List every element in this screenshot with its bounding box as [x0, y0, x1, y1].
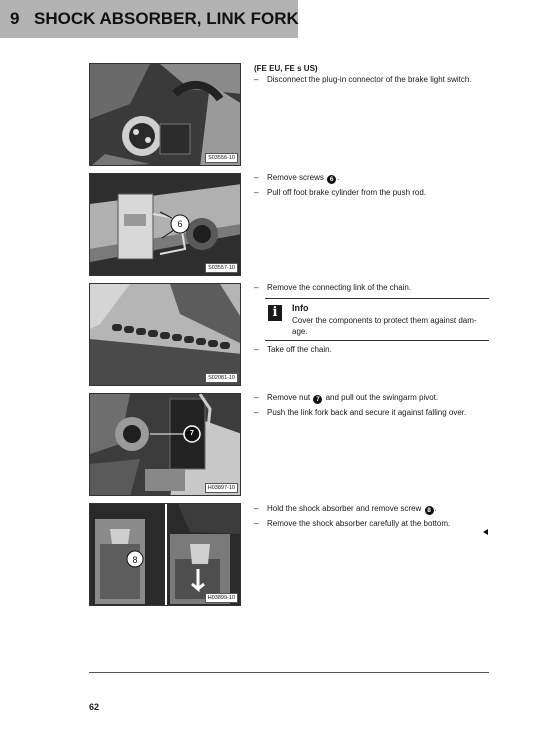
photo-brake-light-switch — [89, 63, 241, 166]
dash: – — [254, 188, 259, 197]
info-title: Info — [292, 303, 309, 313]
step-3-text-1: Remove the connecting link of the chain. — [267, 283, 412, 292]
step-1-text: Disconnect the plug-in connector of the brake light switch. — [267, 75, 472, 84]
image-code: H03897-10 — [205, 483, 238, 493]
image-code: H03899-10 — [205, 593, 238, 603]
step-4 — [254, 392, 494, 418]
chapter-title: SHOCK ABSORBER, LINK FORK — [34, 9, 299, 28]
callout-6-marker: 6 — [327, 175, 336, 184]
photo-chain-link — [89, 283, 241, 386]
step-5-text-b: . — [434, 504, 437, 513]
image-code: S02081-10 — [205, 373, 238, 383]
step-4-text-b: and pull out the swingarm pivot. — [325, 393, 439, 402]
step-3 — [254, 282, 494, 293]
image-code: S03557-10 — [205, 263, 238, 273]
step-2-text-a: Remove screws — [267, 173, 324, 182]
step-3-item-1 — [254, 282, 494, 293]
dash: – — [254, 283, 259, 292]
chapter-number: 9 — [10, 9, 20, 28]
page-number: 62 — [89, 702, 100, 712]
callout-7: 7 — [190, 430, 194, 437]
step-5 — [254, 503, 494, 529]
step-1-heading: (FE EU, FE s US) — [254, 64, 318, 73]
step-3-text-2: Take off the chain. — [267, 345, 332, 354]
callout-8: 8 — [132, 555, 138, 565]
step-4-text-2: Push the link fork back and secure it against falling over. — [267, 408, 467, 417]
step-1 — [254, 63, 494, 85]
photo-shock-absorber — [89, 503, 241, 606]
step-2-text-b: . — [337, 173, 340, 182]
step-5-text-a: Hold the shock absorber and remove screw — [267, 504, 422, 513]
chapter-header — [0, 0, 298, 38]
callout-6: 6 — [177, 219, 183, 229]
image-code: S03556-10 — [205, 153, 238, 163]
photo-1-illustration — [90, 64, 241, 166]
photo-swingarm-pivot — [89, 393, 241, 496]
dash: – — [254, 75, 259, 84]
dash: – — [254, 393, 259, 402]
step-2-item-2 — [254, 187, 494, 198]
step-5-item-1 — [254, 503, 494, 515]
step-5-item-2 — [254, 518, 494, 529]
step-4-text-a: Remove nut — [267, 393, 311, 402]
step-4-item-2 — [254, 407, 494, 418]
info-box — [265, 298, 489, 341]
photo-4-illustration — [90, 394, 241, 496]
photo-3-illustration — [90, 284, 241, 386]
step-2 — [254, 172, 494, 198]
photo-5-illustration — [90, 504, 241, 606]
info-text: Cover the components to protect them against dam-age. — [292, 316, 477, 336]
step-2-item-1 — [254, 172, 494, 184]
dash: – — [254, 519, 259, 528]
end-of-section-marker — [483, 529, 488, 535]
step-4-item-1 — [254, 392, 494, 404]
photo-2-illustration — [90, 174, 241, 276]
step-3b — [254, 344, 494, 355]
callout-8-marker: 8 — [425, 506, 434, 515]
dash: – — [254, 504, 259, 513]
photo-foot-brake-cylinder — [89, 173, 241, 276]
dash: – — [254, 345, 259, 354]
footer-divider — [89, 672, 489, 673]
dash: – — [254, 408, 259, 417]
step-3-item-2 — [254, 344, 494, 355]
step-1-item — [254, 74, 494, 85]
step-2-text-2: Pull off foot brake cylinder from the push rod. — [267, 188, 427, 197]
info-icon: i — [268, 305, 282, 321]
dash: – — [254, 173, 259, 182]
callout-7-marker: 7 — [313, 395, 322, 404]
step-5-text-2: Remove the shock absorber carefully at the bottom. — [267, 519, 451, 528]
